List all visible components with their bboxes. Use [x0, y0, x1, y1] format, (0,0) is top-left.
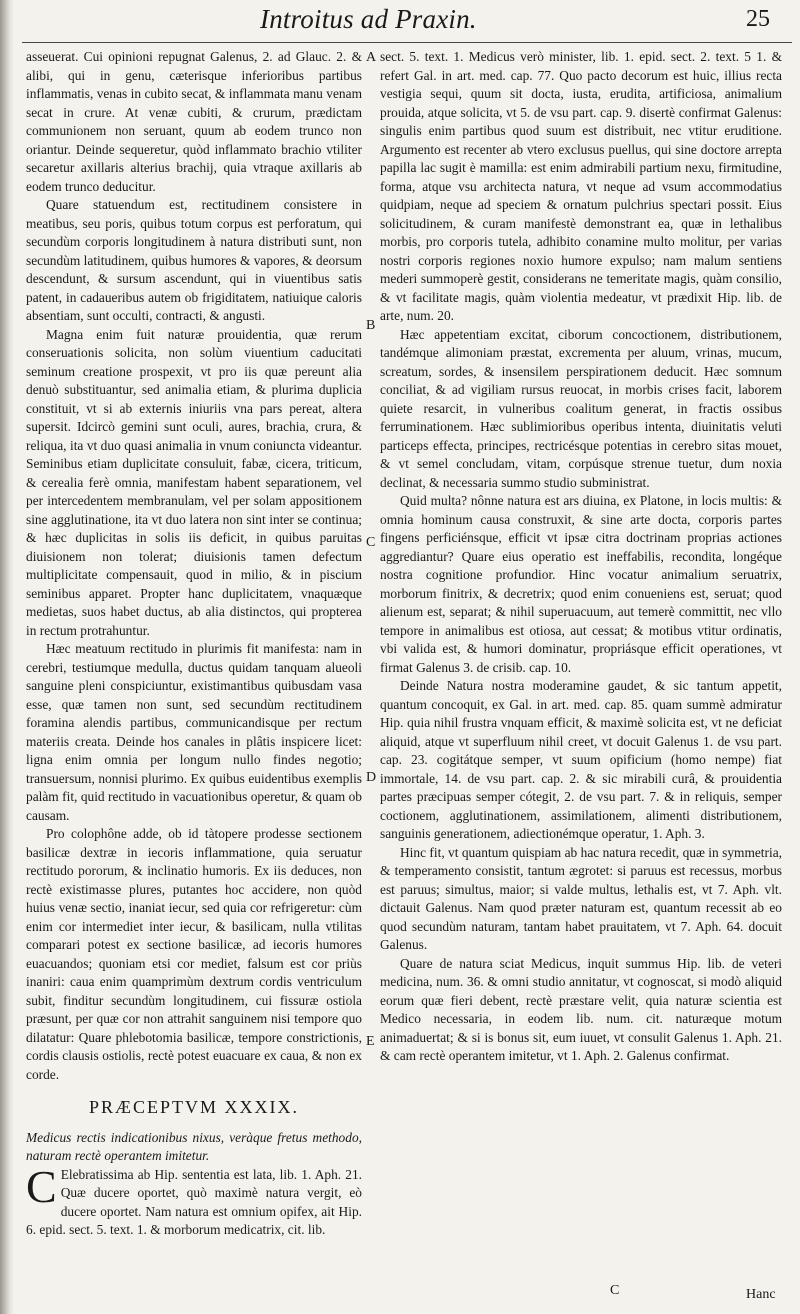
- running-head: Introitus ad Praxin.: [260, 4, 477, 34]
- paragraph: Hæc appetentiam excitat, ciborum concoctionem, distributionem, tandémque alimoniam præstat, excrementa per aluum, vrinas, mucum, screatum, sordes, & insensilem perspirationem deducit. Hæc somnum conciliat, & ad vigiliam rursus reuocat, in morbis crises facit, laborem quiete resarcit, in vulneribus coalitum generat, in fractis ossibus ferruminationem. Hæc sublimioribus operibus intenta, diuinitatis veluti particeps effecta, principes, rectricésque potentias in cerebro sitas mouet, & vt semel concludam, vitam, corpúsque strenue tuetur, dum noxia declinat, & necessaria summo studio subministrat.: [380, 326, 782, 490]
- header-rule: [22, 42, 792, 43]
- paragraph: Magna enim fuit naturæ prouidentia, quæ rerum conseruationis solicita, non solùm viuentium caducitati seminum creatione prospexit, vt pro iis quæ pereunt alia denuò substituantur, sed animalia etiam, & plurima duplicia constituit, vt si ab externis iniuriis vna pars pereat, altera supersit. Idcircò gemini sunt oculi, aures, brachia, crura, & reliqua, ita vt duo quasi animalia in vnum coniuncta videantur. Seminibus etiam duplicitate consuluit, fabæ, cicera, triticum, & cerealia ferè omnia, manifestam habent separationem, vel per intercedentem membranulam, vel per solam appositionem sine agglutinatione, ita vt duo latera non sint inter se continua; & hæc duplicitas in solis iis deficit, in quibus paruitas diuisionem non tolerat; diuisionis tamen defectum multiplicitate compensauit, quod in milio, & in piscium seminibus apparet. Propter hanc duplicitatem, vnaquæque medietas, suos habet ductus, ab alia distinctos, qui propterea in rectum protrahuntur.: [26, 326, 362, 638]
- paragraph: Deinde Natura nostra moderamine gaudet, & sic tantum appetit, quantum concoquit, ex Gal. in art. med. cap. 85. quam summè admiratur Hip. quia nihil frustra vnquam efficit, & maximè solicita est, vt ne deficiat aliquid, atque vt superfluum nihil creet, vt docuit Galenus 1. de vsu part. cap. 23. cogitátque semper, vt suum opificium (homo nempe) fiat immortale, 14. de vsu part. cap. 2. & sic mirabili curâ, & prouidentia partes præcipuas semper cótegit, 2. de vsu part. 7. & in reliquis, semper coctionem, agglutinationem, assimilationem, alimenti distributionem, sanguinis generationem, adiectionémque operatur, 1. Aph. 3.: [380, 678, 782, 841]
- paragraph: Quare de natura sciat Medicus, inquit summus Hip. lib. de veteri medicina, num. 36. & omni studio annitatur, vt cognoscat, si modò aliquid eorum quæ fieri debent, rectè præstare velit, quia naturæ scientia est Medico necessaria, in eodem lib. num. cit. naturæque motum animaduertat; & si is bonus sit, eum iuuet, vt consulit Galenus 1. Aph. 21. & cam rectè operantem imitetur, vt 1. Aph. 2. Galenus confirmat.: [380, 955, 782, 1063]
- paragraph: asseuerat. Cui opinioni repugnat Galenus, 2. ad Glauc. 2. & alibi, qui in genu, cæterisque inferioribus partibus inflammatis, venas in cubito secat, & inflammata manu venam secat in crure. At venæ cubiti, & crurum, prædictam communionem non seruant, quum ab eodem trunco non oriantur. Deinde sequeretur, quòd inflammato brachio vtiliter secaretur axillaris alterius brachij, quia vtraque axillaris ab eodem trunco deducitur.: [26, 49, 362, 194]
- paragraph: Hæc meatuum rectitudo in plurimis fit manifesta: nam in cerebri, testiumque medulla, ductus quidam tanquam alueoli sanguine pleni conspiciuntur, existimantibus quibusdam vasa esse, quæ tamen non sunt, sed secundùm rectitudinem foramina alendis partibus, communicandisque per rectum materiis creata. Deinde hos canales in plâtis inspicere licet: ligna enim omnia per longum nullo findes negotio; transuersum, nonnisi plurimo. Ex quibus euidentibus exemplis palàm fit, quid rectitudo in vacuationibus operetur, & quam ob causam.: [26, 641, 362, 823]
- margin-letter-e: E: [366, 1034, 375, 1049]
- gutter-shadow: [0, 0, 14, 1314]
- paragraph: Quare statuendum est, rectitudinem consistere in meatibus, seu poris, quibus totum corpus est perforatum, qui secundùm corporis longitudinem à natura distributi sunt, non secundùm latitudinem, quibus humores & vapores, & deorsum descendunt, & sursum ascendunt, qui in viuentibus satis patent, in cadaueribus autem ob frigiditatem, natiuique caloris absentiam, sunt occulti, contracti, & angusti.: [26, 197, 362, 323]
- paragraph: Hinc fit, vt quantum quispiam ab hac natura recedit, quæ in symmetria, & temperamento consistit, tantum ægrotet: si paruus est recessus, morbus est paruus; simultus, maior; si valde multus, lethalis est, vt 7. Aph. vlt. dictauit Galenus. Nam quod præter naturam est, quantum recessit ab eo quod secundùm naturam, tantam habet prauitatem, vt 7. Aph. 64. docuit Galenus.: [380, 844, 782, 952]
- paragraph-with-dropcap: [26, 1160, 362, 1240]
- paragraph: Quid multa? nônne natura est ars diuina, ex Platone, in locis multis: & omnia hominum causa construxit, & sine arte docta, corporis partes fingens perficiénsque, efficit vt ipsæ citra doctrinam proprias actiones aggrediantur? Quare eius operatio est ineffabilis, recondita, longéque nostra cognitione profundior. Hinc vocatur animalium seruatrix, morborum finitrix, & decretrix; quod enim conueniens est, seruat; quod alienum est, separat; & nihil superuacuum, aut temerè committit, nec vllo tempore in animalibus est otiosa, aut cessat; & motibus vtitur ordinatis, vbi valida est, & humori dominatur, propriásque efficit operationes, vt firmat Galenus 3. de crisib. cap. 10.: [380, 493, 782, 675]
- left-column: [26, 48, 362, 1240]
- page-number: 25: [746, 6, 770, 32]
- signature-mark: C: [610, 1283, 620, 1298]
- margin-letter-b: B: [366, 318, 376, 333]
- catchword: Hanc: [746, 1287, 776, 1302]
- drop-cap: C: [26, 1160, 57, 1212]
- margin-letter-d: D: [366, 770, 377, 785]
- paragraph-text: Elebratissima ab Hip. sententia est lata, lib. 1. Aph. 21. Quæ ducere oportet, quò maximè natura vergit, eò ducere oportet. Nam natura est omnium opifex, ait Hip. 6. epid. sect. 5. text. 1. & morborum medicatrix, cit. lib.: [26, 1166, 362, 1237]
- section-heading: PRÆCEPTVM XXXIX.: [88, 1097, 300, 1117]
- paragraph: Pro colophône adde, ob id tàtopere prodesse sectionem basilicæ dextræ in iecoris inflammatione, quia seruatur rectitudo pororum, & inclinatio humoris. Ex iis deduces, non rectè existimasse plures, putantes hoc accidere, non quòd huius venæ sectio, inaniat iecur, sed quia cor refrigeretur: cùm enim cor intermediet inter iecur, & basilicam, nulla vtilitas comparari potest ex sectione basilicæ, ad iecoris humores euacuandos; quoniam etsi cor mediet, falsum est cor priùs inaniri: caua enim quamprimùm dextrum cordis ventriculum subit, finditur secundùm longitudinem, cui fissuræ ostiola præsunt, per quæ cor non attrahit sanguinem nisi tempore quo dilatatur: Quare phlebotomia basilicæ, tempore constrictionis, cordis clausis ostiolis, rectè potest euacuare ex caua, & non ex corde.: [26, 826, 362, 1082]
- paragraph: sect. 5. text. 1. Medicus verò minister, lib. 1. epid. sect. 2. text. 5 1. & refert Gal. in art. med. cap. 77. Quo pacto decorum est huic, illius recta vestigia sequi, quum sit docta, iusta, erudita, artificiosa, animalium prouida, atque solicita, vt 5. de vsu part. cap. 9. disertè confirmat Galenus: singulis enim partibus quod suum est distribuit, nec vtitur eruditione. Argumento est recenter ab vtero exclusus puellus, qui sine doctore arrepta papilla lac sugit è mamilla: est enim admirabili partium nexu, firmitudine, forma, atque vsu architecta natura, vt neque ad vsum accommodatius quidpiam, neque ad speciem & ornatum pulchrius spectari possit. Eius solicitudinem, & curam manifestè demonstrant ea, quæ in lethalibus morbis, pro corporis tutela, adhibito conamine multo molitur, per varias nostri corporis regiones noxio humore expulso; nam malum sentiens mederi summoperè gestit, considerans ne temeritate magis, quàm consilio, & vt facilitate magis, quàm violentia medeatur, vt prædixit Hip. lib. de arte, num. 20.: [380, 49, 782, 323]
- margin-letter-c: C: [366, 535, 376, 550]
- precept-statement: Medicus rectis indicationibus nixus, veràque fretus methodo, naturam rectè operantem imitetur.: [26, 1129, 362, 1163]
- right-column: [380, 48, 782, 1066]
- margin-letter-a: A: [366, 50, 377, 65]
